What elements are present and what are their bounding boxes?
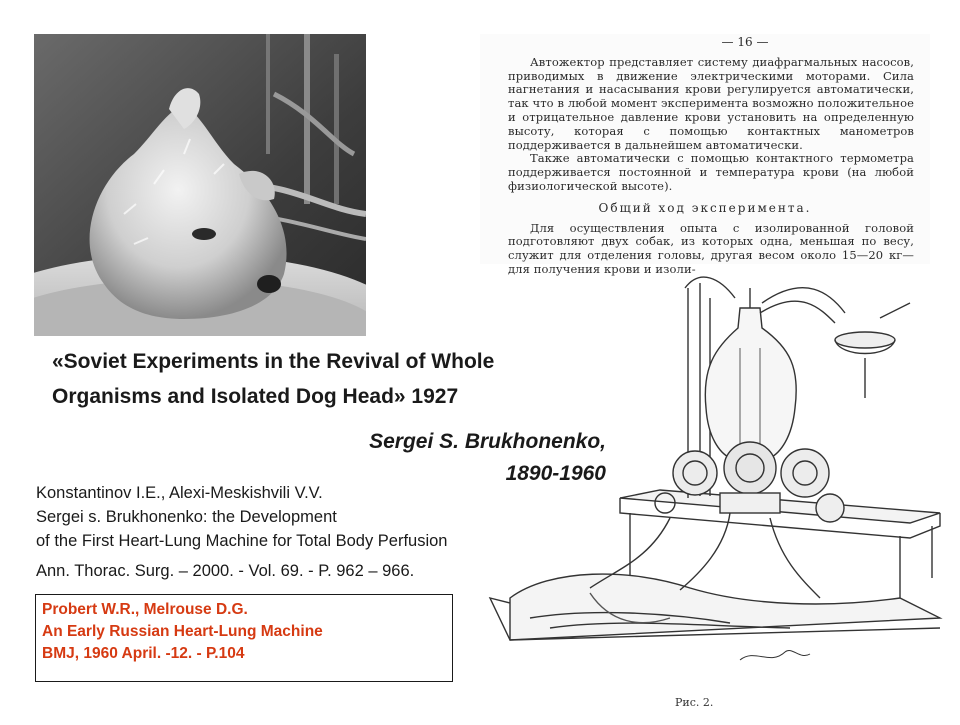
ref1-title-line-2: of the First Heart-Lung Machine for Total Body Perfusion: [36, 532, 448, 550]
presentation-title: [52, 344, 632, 414]
scan-page-number: — 16 —: [721, 35, 769, 49]
dog-head-photo: [34, 34, 366, 336]
ref1-citation: Ann. Thorac. Surg. – 2000. - Vol. 69. - P. 962 – 966.: [36, 562, 415, 580]
ref2-citation: BMJ, 1960 April. -12. - P.104: [42, 645, 245, 662]
figure-caption: Рис. 2.: [675, 696, 714, 709]
scan-paragraph-1: Автожектор представляет систему диафрагмальных насосов, приводимых в движение электрическими моторами. Сила нагнетания и насасывания крови регулируется автоматически, так что в любой момент эксперимента возможно положительное и отрицательное давление крови установить на определенную высоту, которая с помощью контактных манометров поддерживается в дальнейшем автоматически.: [508, 54, 914, 152]
author-name: Sergei S. Brukhonenko,: [369, 430, 606, 453]
scan-paragraph-2: Также автоматически с помощью контактного термометра поддерживается постоянной и температура крови (на любой физиологической высоте).: [508, 151, 914, 193]
scan-paragraph-3: Для осуществления опыта с изолированной головой подготовляют двух собак, из которых одна, меньшая по весу, служит для отделения головы, другая весом около 15—20 кг—для получения крови и изоли-: [508, 220, 914, 276]
ref2-authors: Probert W.R., Melrouse D.G.: [42, 601, 248, 618]
reference-2-box: [35, 594, 453, 682]
ref1-title-line-1: Sergei s. Brukhonenko: the Development: [36, 508, 337, 526]
title-line-1: «Soviet Experiments in the Revival of Whole: [52, 350, 495, 373]
scan-section-title: Общий ход эксперимента.: [598, 200, 812, 215]
scanned-russian-text: [480, 34, 930, 276]
ref1-authors: Konstantinov I.E., Alexi-Meskishvili V.V.: [36, 484, 323, 502]
author-years: 1890-1960: [505, 462, 606, 485]
ref2-title: An Early Russian Heart-Lung Machine: [42, 623, 323, 640]
title-line-2: Organisms and Isolated Dog Head» 1927: [52, 385, 459, 408]
reference-1: [36, 481, 596, 583]
